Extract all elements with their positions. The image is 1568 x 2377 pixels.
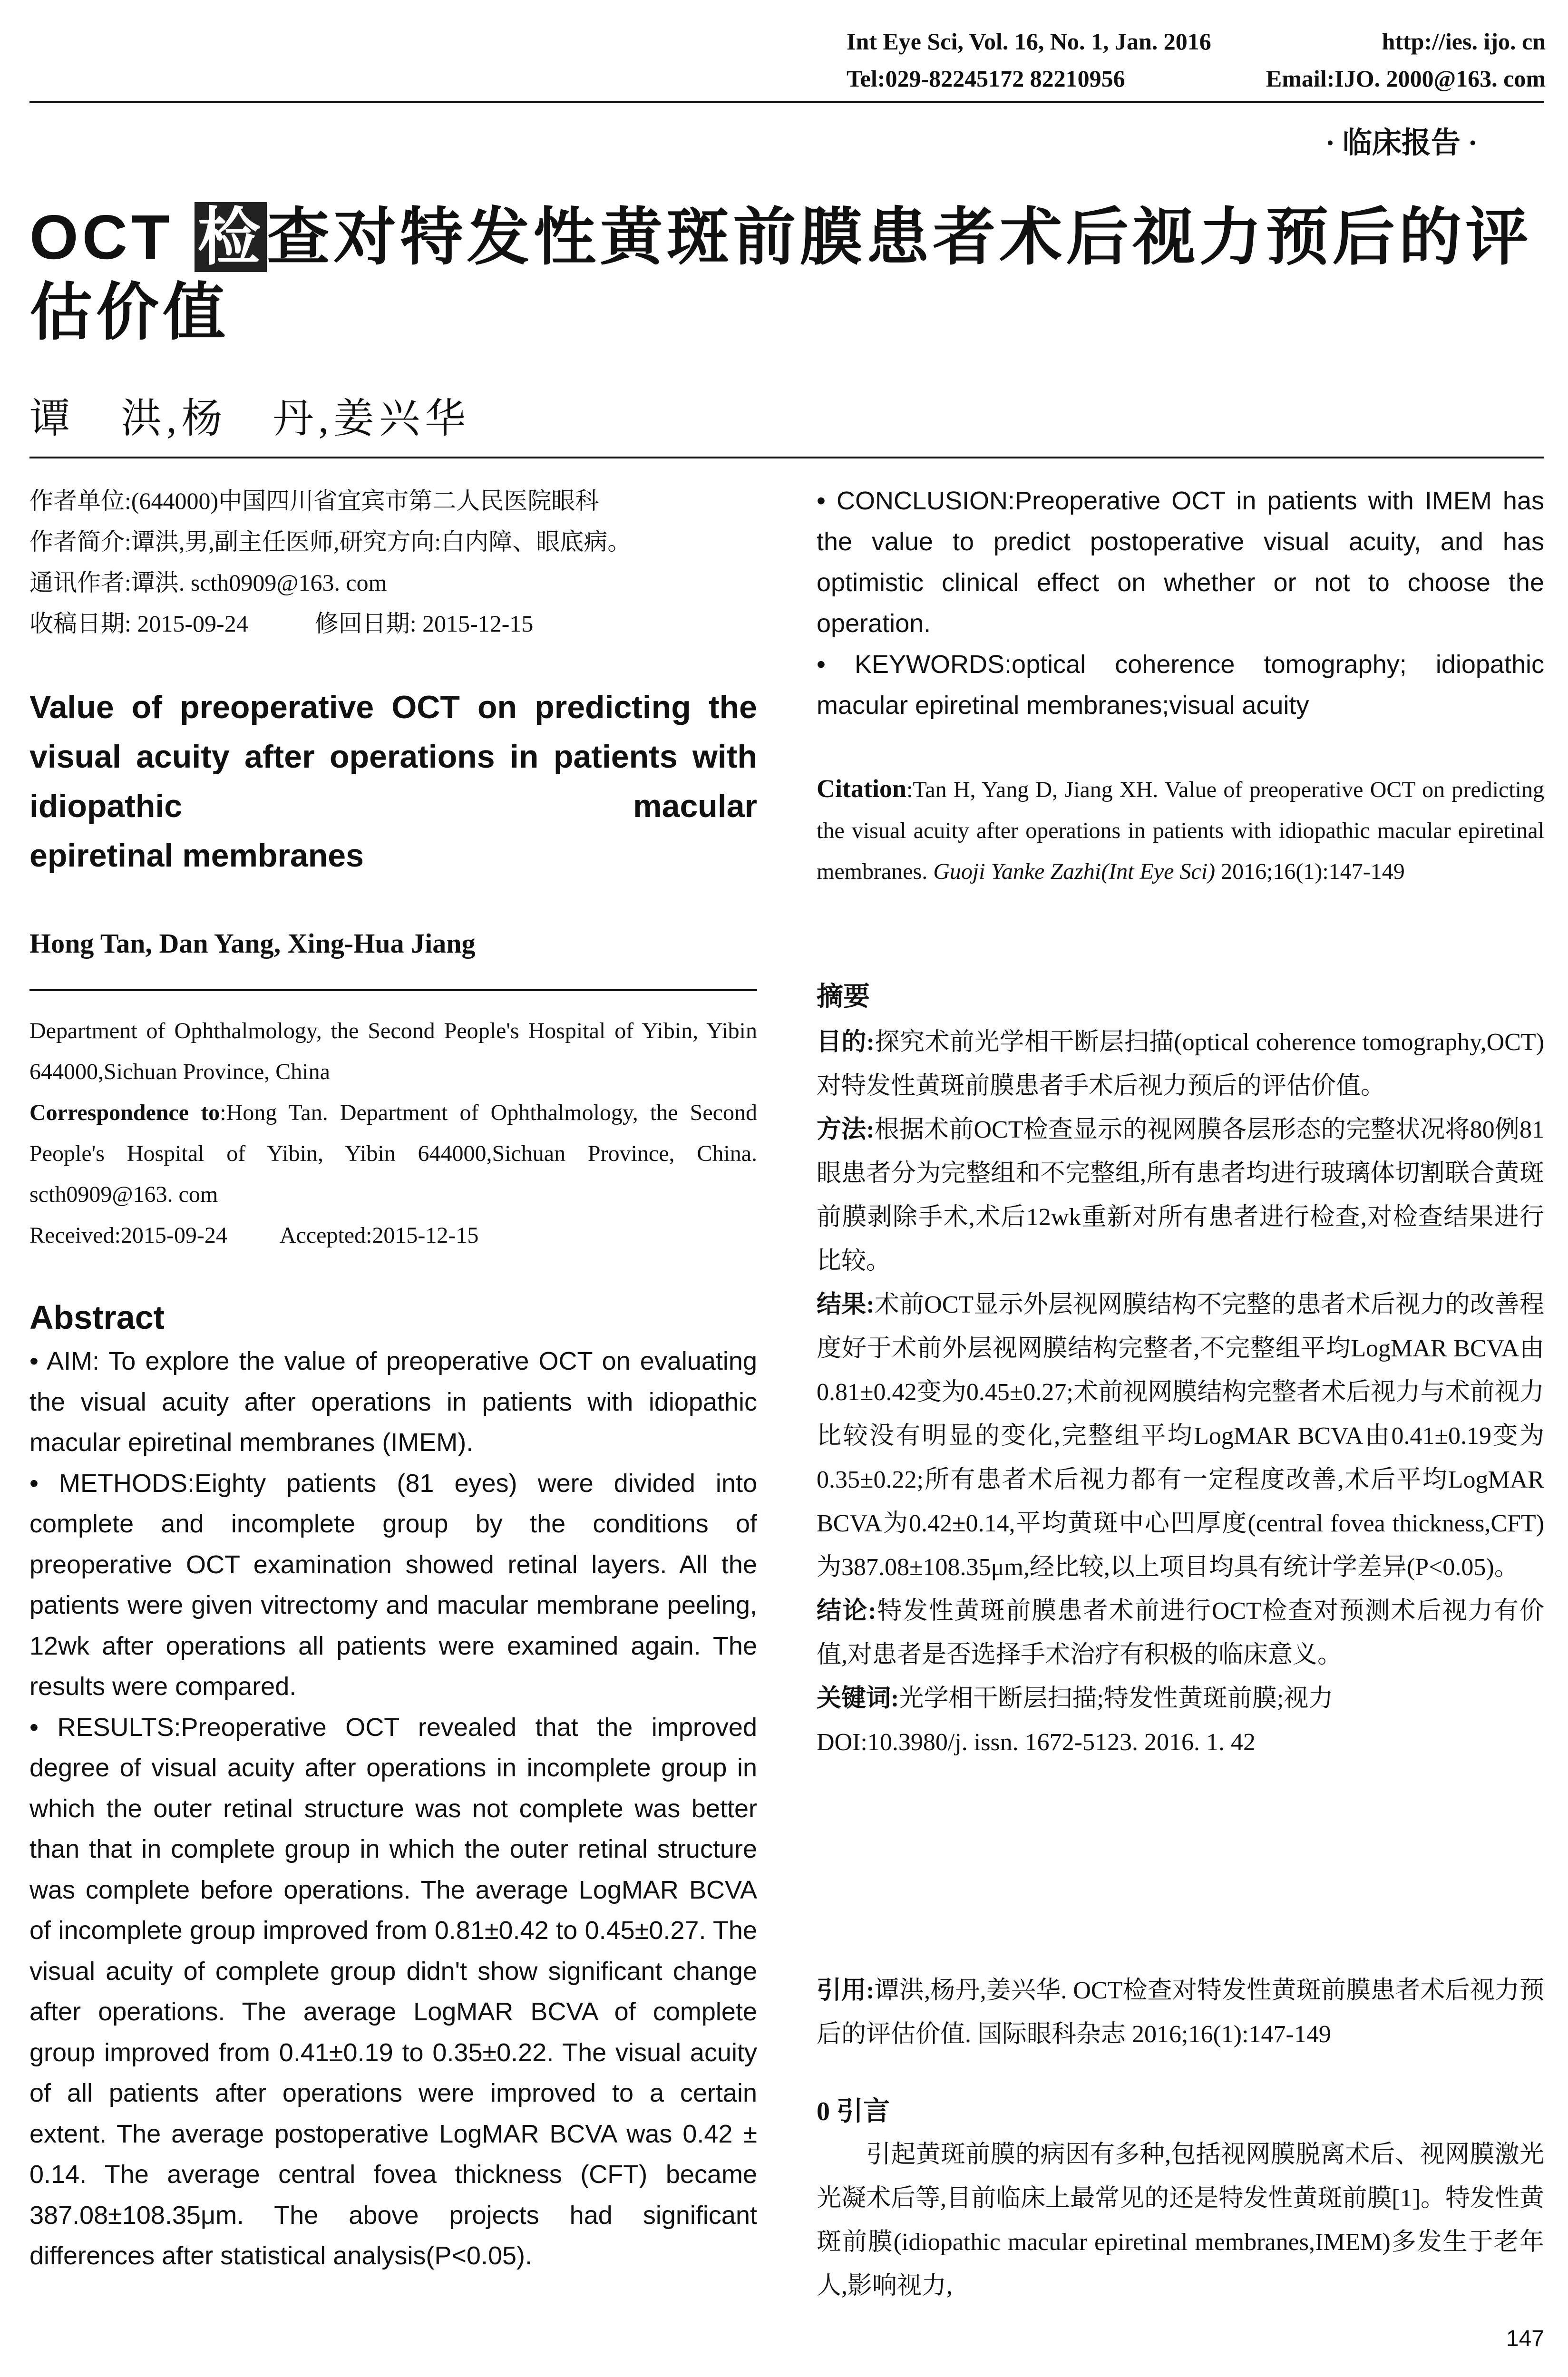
- citation-journal: Guoji Yanke Zazhi(Int Eye Sci): [933, 859, 1216, 884]
- abstract-cn: [817, 975, 1544, 1764]
- title-highlight: 检: [195, 202, 267, 272]
- citation-label: Citation: [817, 774, 906, 803]
- received-date: 收稿日期: 2015-09-24: [29, 610, 248, 637]
- affiliation-unit: 作者单位:(644000)中国四川省宜宾市第二人民医院眼科: [29, 487, 599, 514]
- aim-cn-label: 目的:: [817, 1029, 875, 1056]
- intro-text: 引起黄斑前膜的病因有多种,包括视网膜脱离术后、视网膜激光光凝术后等,目前临床上最常见的还是特发性黄斑前膜[1]。特发性黄斑前膜(idiopathic macular epiretinal membranes,IMEM)多发生于老年人,影响视力,: [817, 2141, 1544, 2299]
- citation-text: :Tan H, Yang D, Jiang XH. Value of preoperative OCT on predicting the visual acuity after operations in patients with idiopathic macular epiretinal membranes.: [817, 777, 1544, 884]
- citation-cn-label: 引用:: [817, 1977, 875, 2004]
- methods-cn-label: 方法:: [817, 1116, 875, 1143]
- abstract-en: [29, 1341, 757, 2277]
- affiliation-cn: [29, 480, 757, 644]
- results-cn: 术前OCT显示外层视网膜结构不完整的患者术后视力的改善程度好于术前外层视网膜结构完整者,不完整组平均LogMAR BCVA由0.81±0.42变为0.45±0.27;术前视网膜结构完整者术后视力与术前视力比较没有明显的变化,完整组平均LogMAR BCVA由0.41±0.19变为0.35±0.22;所有患者术后视力都有一定程度改善,术后平均LogMAR BCVA为0.42±0.14,平均黄斑中心凹厚度(central fovea thickness,CFT)为387.08±108.35μm,经比较,以上项目均具有统计学差异(P<0.05)。: [817, 1291, 1544, 1581]
- title-part2: 查对特发性黄斑前膜患者术后视力预后的评估价值: [29, 202, 1532, 347]
- keywords-cn-label: 关键词:: [817, 1685, 899, 1712]
- english-title-main: Value of preoperative OCT on predicting the visual acuity after operations in patients with idiopathic macular: [29, 689, 757, 824]
- corresponding-author: 通讯作者:谭洪. scth0909@163. com: [29, 569, 387, 596]
- methods-cn: 根据术前OCT检查显示的视网膜各层形态的完整状况将80例81眼患者分为完整组和不完整组,所有患者均进行玻璃体切割联合黄斑前膜剥除手术,术后12wk重新对所有患者进行检查,对检查结果进行比较。: [817, 1116, 1544, 1275]
- accepted-en: Accepted:2015-12-15: [279, 1223, 479, 1248]
- keywords-cn: 光学相干断层扫描;特发性黄斑前膜;视力: [899, 1685, 1334, 1712]
- results-cn-label: 结果:: [817, 1291, 875, 1318]
- journal-header: [847, 23, 1546, 97]
- citation-en: [817, 768, 1544, 892]
- abstract-results: • RESULTS:Preoperative OCT revealed that the improved degree of visual acuity after operations in incomplete group in which the outer retinal structure was not complete was better than that in complete group in which the outer retinal structure was complete before operations. The average LogMAR BCVA of incomplete group improved from 0.81±0.42 to 0.45±0.27. The visual acuity of complete group didn't show significant change after operations. The average LogMAR BCVA of complete group improved from 0.41±0.19 to 0.35±0.22. The visual acuity of all patients after operations were improved to a certain extent. The average postoperative LogMAR BCVA was 0.42 ± 0.14. The average central fovea thickness (CFT) became 387.08±108.35μm. The above projects had significant differences after statistical analysis(P<0.05).: [29, 1713, 757, 2270]
- aim-cn: 探究术前光学相干断层扫描(optical coherence tomography,OCT)对特发性黄斑前膜患者手术后视力预后的评估价值。: [817, 1029, 1544, 1100]
- conclusion-cn: 特发性黄斑前膜患者术前进行OCT检查对预测术后视力有价值,对患者是否选择手术治疗有积极的临床意义。: [817, 1598, 1544, 1668]
- title-part1: OCT: [29, 202, 174, 272]
- revised-date: 修回日期: 2015-12-15: [314, 610, 534, 637]
- correspondence-label: Correspondence to: [29, 1100, 220, 1125]
- received-en: Received:2015-09-24: [29, 1223, 227, 1248]
- department: Department of Ophthalmology, the Second People's Hospital of Yibin, Yibin 644000,Sichuan Province, China: [29, 1018, 757, 1084]
- citation-cn: [817, 1969, 1544, 2056]
- header-rule: [29, 101, 1544, 103]
- page-number: 147: [1506, 2326, 1544, 2351]
- correspondence-text: :Hong Tan. Department of Ophthalmology, the Second People's Hospital of Yibin, Yibin 644000,Sichuan Province, China. scth0909@163. com: [29, 1100, 757, 1207]
- citation-tail: 2016;16(1):147-149: [1215, 859, 1405, 884]
- abstract-cn-heading: 摘要: [817, 982, 870, 1012]
- title-rule: [29, 457, 1544, 458]
- affiliation-en: [29, 1011, 757, 1256]
- abstract-heading: Abstract: [29, 1299, 165, 1336]
- journal-info: Int Eye Sci, Vol. 16, No. 1, Jan. 2016: [847, 28, 1211, 55]
- citation-cn-text: 谭洪,杨丹,姜兴华. OCT检查对特发性黄斑前膜患者术后视力预后的评估价值. 国际眼科杂志 2016;16(1):147-149: [817, 1977, 1544, 2048]
- doi[interactable]: DOI:10.3980/j. issn. 1672-5123. 2016. 1. 42: [817, 1729, 1256, 1756]
- abstract-en-continued: [817, 480, 1544, 726]
- abstract-methods: • METHODS:Eighty patients (81 eyes) were divided into complete and incomplete group by the conditions of preoperative OCT examination showed retinal layers. All the patients were given vitrectomy and macular membrane peeling, 12wk after operations all patients were examined again. The results were compared.: [29, 1469, 757, 1701]
- author-intro: 作者简介:谭洪,男,副主任医师,研究方向:白内障、眼底病。: [29, 528, 632, 555]
- intro-heading: 0 引言: [817, 2097, 890, 2126]
- journal-tel: Tel:029-82245172 82210956: [847, 65, 1125, 92]
- english-title-last: epiretinal membranes: [29, 838, 364, 874]
- section-label: · 临床报告 ·: [1325, 127, 1478, 159]
- conclusion-cn-label: 结论:: [817, 1598, 877, 1625]
- abstract-aim: • AIM: To explore the value of preoperative OCT on evaluating the visual acuity after operations in patients with idiopathic macular epiretinal membranes (IMEM).: [29, 1347, 757, 1457]
- authors-cn: 谭 洪,杨 丹,姜兴华: [29, 396, 470, 441]
- abstract-keywords: • KEYWORDS:optical coherence tomography; idiopathic macular epiretinal membranes;visual acuity: [817, 650, 1544, 720]
- page-title: [29, 200, 1544, 350]
- journal-url[interactable]: http://ies. ijo. cn: [1382, 28, 1546, 55]
- authors-rule: [29, 989, 757, 991]
- authors-en: Hong Tan, Dan Yang, Xing-Hua Jiang: [29, 928, 476, 959]
- english-title: [29, 682, 757, 880]
- abstract-conclusion: • CONCLUSION:Preoperative OCT in patients with IMEM has the value to predict postoperative visual acuity, and has optimistic clinical effect on whether or not to choose the operation.: [817, 487, 1544, 638]
- journal-email[interactable]: Email:IJO. 2000@163. com: [1266, 65, 1546, 92]
